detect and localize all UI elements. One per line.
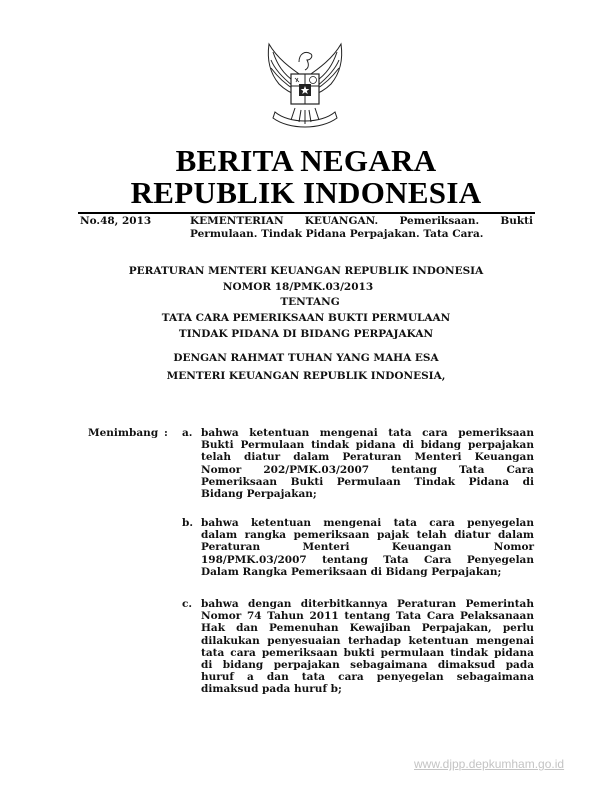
text-line: tata cara pemeriksaan bukti permulaan tindak pidana: [201, 646, 534, 659]
regulation-number: NOMOR 18/PMK.03/2013: [222, 281, 374, 293]
gazette-subtitle: REPUBLIK INDONESIA: [130, 175, 482, 210]
regulation-subject-line: TATA CARA PEMERIKSAAN BUKTI PERMULAAN: [161, 312, 451, 324]
considerations-label: Menimbang: [88, 427, 159, 439]
item-letter: a.: [182, 427, 193, 439]
text-line: Dalam Rangka Pemeriksaan di Bidang Perpajakan;: [201, 565, 502, 578]
text-line: dilakukan penyesuaian terhadap ketentuan mengenai: [201, 634, 534, 647]
preamble-divine: DENGAN RAHMAT TUHAN YANG MAHA ESA: [173, 352, 439, 364]
preamble-minister: MENTERI KEUANGAN REPUBLIK INDONESIA,: [166, 370, 446, 382]
subject-line: Permulaan. Tindak Pidana Perpajakan. Tata Cara.: [190, 228, 484, 240]
header-divider: [78, 212, 535, 214]
text-line: Hak dan Pemenuhan Kewajiban Perpajakan, perlu: [201, 622, 534, 635]
item-text: [201, 598, 534, 696]
gazette-number: No.48, 2013: [80, 215, 152, 227]
considerations-colon: :: [164, 427, 168, 439]
text-line: Nomor 74 Tahun 2011 tentang Tata Cara Pelaksanaan: [201, 610, 534, 623]
item-letter: b.: [182, 517, 193, 529]
gazette-subject: [190, 215, 533, 241]
text-line: Nomor 202/PMK.03/2007 tentang Tata Cara: [201, 463, 534, 476]
regulation-about: TENTANG: [280, 296, 340, 308]
text-line: bahwa dengan diterbitkannya Peraturan Pemerintah: [201, 598, 534, 610]
subject-line: KEMENTERIAN KEUANGAN. Pemeriksaan. Bukti: [190, 215, 533, 227]
garuda-emblem-icon: [255, 38, 355, 134]
regulation-title: PERATURAN MENTERI KEUANGAN REPUBLIK INDONESIA: [128, 265, 484, 277]
text-line: bahwa ketentuan mengenai tata cara penyegelan: [201, 517, 534, 529]
text-line: di bidang perpajakan sebagaimana dimaksud pada: [201, 659, 534, 672]
text-line: bahwa ketentuan mengenai tata cara pemeriksaan: [201, 427, 534, 439]
text-line: Bukti Permulaan tindak pidana di bidang perpajakan: [201, 439, 534, 452]
text-line: 198/PMK.03/2007 tentang Tata Cara Penyegelan: [201, 553, 534, 566]
item-letter: c.: [182, 598, 193, 610]
item-text: [201, 427, 534, 500]
item-text: [201, 517, 534, 578]
footer-url-link[interactable]: www.djpp.depkumham.go.id: [414, 757, 565, 771]
text-line: huruf a dan tata cara penyegelan sebagaimana: [201, 671, 534, 684]
gazette-title: BERITA NEGARA: [175, 143, 437, 178]
text-line: dalam rangka pemeriksaan pajak telah diatur dalam: [201, 529, 534, 542]
regulation-subject-line: TINDAK PIDANA DI BIDANG PERPAJAKAN: [178, 328, 434, 340]
text-line: Bidang Perpajakan;: [201, 488, 317, 501]
text-line: dimaksud pada huruf b;: [201, 683, 342, 696]
text-line: Pemeriksaan Bukti Permulaan Tindak Pidana di: [201, 475, 534, 488]
text-line: Peraturan Menteri Keuangan Nomor: [201, 541, 534, 554]
text-line: telah diatur dalam Peraturan Menteri Keuangan: [201, 451, 534, 464]
